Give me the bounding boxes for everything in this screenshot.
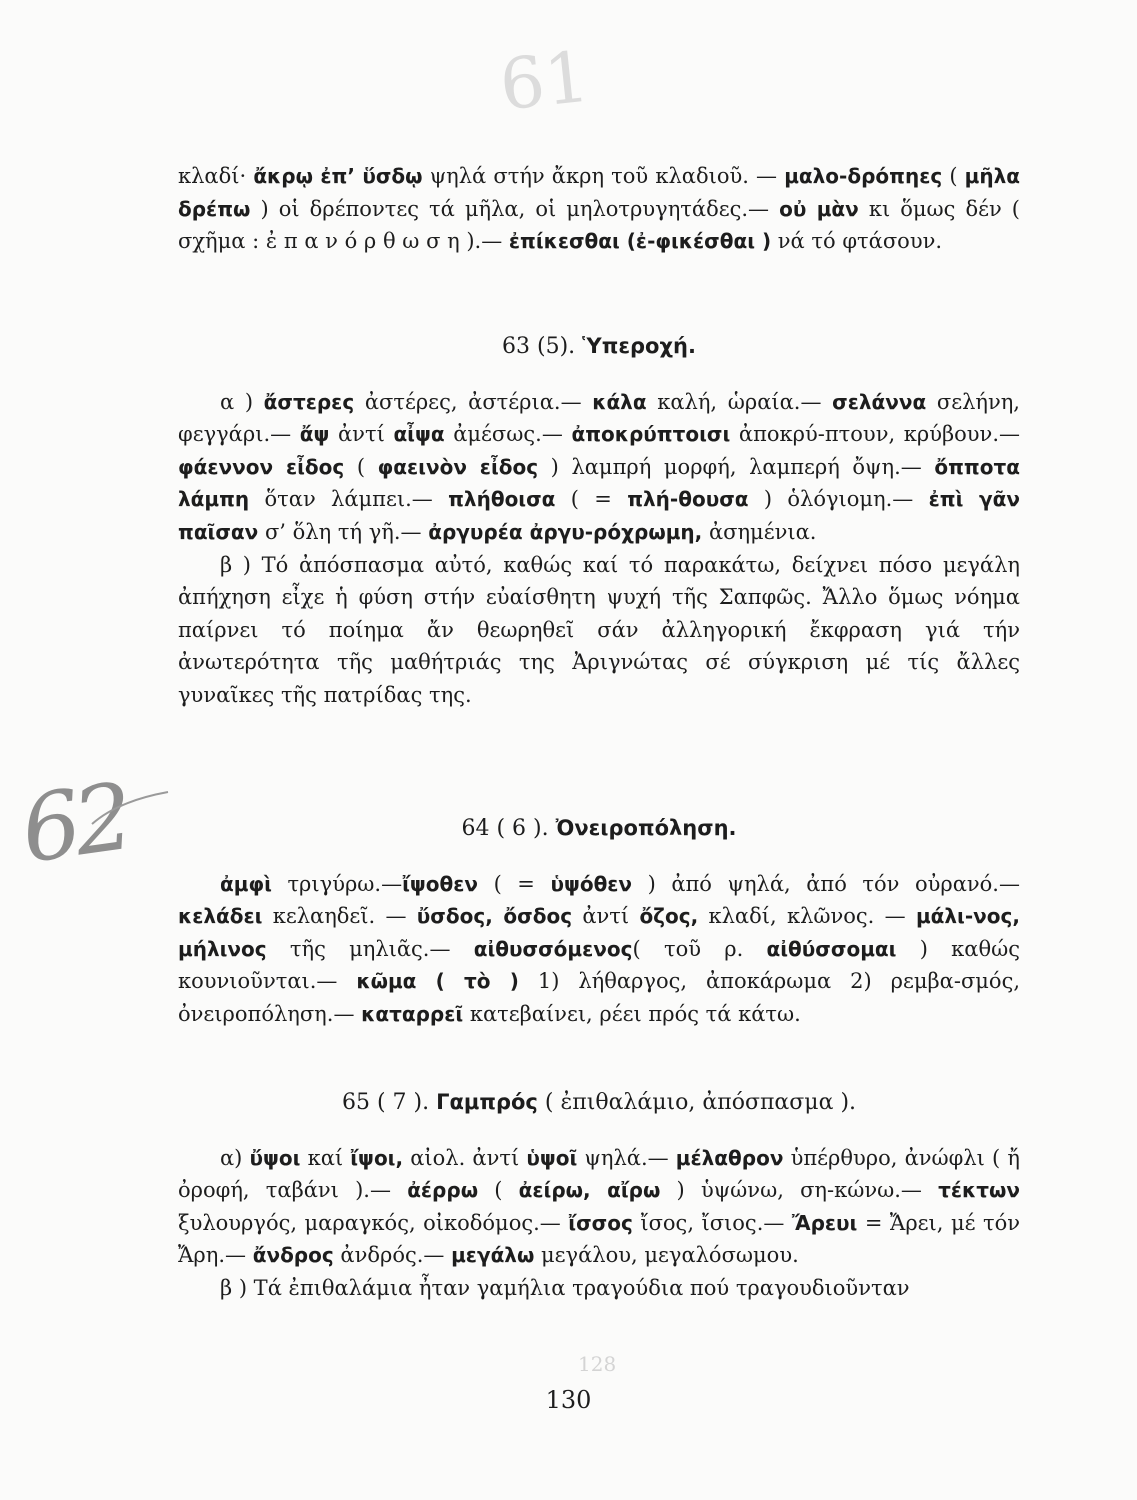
term: μῆλα δρέπω [178, 164, 1021, 221]
paragraph-a [178, 386, 1020, 549]
section-65 [178, 1086, 1020, 1305]
paragraph-b: β ) Τό ἀπόσπασμα αὐτό, καθώς καί τό παρακάτω, δείχνει πόσο μεγάλη ἀπήχηση εἶχε ἡ φύση στήν εὐαίσθητη ψυχή τῆς Σαπφῶς. Ἄλλο ὅμως νόημα παίρνει τό ποίημα ἄν θεωρηθεῖ σάν ἀλληγορική ἔκφραση γιά τήν ἀνωτερότητα τῆς μαθήτριάς της Ἀριγνώτας σέ σύγκριση μέ τίς ἄλλες γυναῖκες τῆς πατρίδας της. [178, 552, 1020, 707]
text-run: ) ἀπό ψηλά, ἀπό τόν οὐρανό.— [632, 871, 1020, 896]
text-run: κελαηδεῖ. — [262, 904, 417, 929]
term: ὑψοῖ [526, 1145, 578, 1170]
paragraph-b: β ) Τά ἐπιθαλάμια ἦταν γαμήλια τραγούδια πού τραγουδιοῦνταν [220, 1275, 910, 1300]
section-subtitle: ( ἐπιθαλάμιο, ἀπόσπασμα ). [537, 1090, 857, 1115]
term: ὔσδος, ὄσδος [416, 904, 573, 929]
term: μάλι-νος, μήλινος [178, 904, 1020, 961]
term: ἴσσος [568, 1210, 633, 1235]
term: μαλο-δρόπηες [784, 164, 943, 188]
text-run: ὅταν λάμπει.— [249, 487, 449, 512]
section-number: 64 ( 6 ). [461, 816, 556, 841]
section-63 [178, 330, 1020, 712]
margin-stroke-mark [90, 788, 170, 828]
term: τέκτων [938, 1178, 1020, 1203]
text-run: ἴσος, ἴσιος.— [632, 1210, 792, 1235]
term: ὑψόθεν [550, 871, 633, 896]
paragraph-glossary [178, 868, 1020, 1031]
term: ἐπίκεσθαι (ἐ-φικέσθαι ) [508, 229, 772, 254]
term: κῶμα ( τὸ ) [356, 969, 519, 994]
text-run: ) ὁλόγιομη.— [748, 487, 929, 512]
term: αἶψα [393, 422, 445, 447]
text-run: καλή, ὡραία.— [646, 389, 833, 414]
term: ἴψοι, [350, 1145, 404, 1170]
term: αἰθύσσομαι [766, 936, 897, 961]
term: ἄκρῳ ἐπ’ ὕσδῳ [253, 164, 423, 188]
text-run: ) ὑψώνω, ση-κώνω.— [660, 1178, 939, 1203]
term: σελάννα [832, 389, 927, 414]
text-run: σ’ ὅλη τή γῆ.— [258, 519, 429, 544]
text-run: ἀντί [572, 904, 640, 929]
section-heading [178, 812, 1020, 846]
term: οὐ μὰν [779, 196, 859, 221]
term: ἄψ [299, 422, 330, 447]
term: καταρρεῖ [361, 1001, 464, 1026]
term: ἴψοθεν [402, 871, 479, 896]
text-run: νά τό φτάσουν. [771, 229, 943, 254]
handwritten-margin-note: 62 [15, 763, 135, 884]
section-title: Ὀνειροπόληση. [555, 816, 737, 840]
text-run: = Ἄρει, μέ τόν Ἄρη.— [178, 1210, 1021, 1268]
term: πλήθοισα [448, 487, 556, 512]
bleed-through-mark: 128 [578, 1352, 617, 1376]
text-run: κλαδί, κλῶνος. — [698, 904, 916, 929]
term: ὄζος, [639, 904, 699, 929]
term: Ἄρευι [791, 1210, 858, 1235]
term: κάλα [592, 389, 647, 414]
intro-paragraph [178, 160, 1020, 258]
section-title: Γαμπρός [436, 1090, 538, 1114]
text-run: ἀντί [329, 422, 394, 447]
term: μεγάλω [451, 1243, 535, 1268]
text-run: καί [300, 1145, 351, 1170]
section-number: 63 (5). [502, 334, 583, 359]
section-title: Ὑπεροχή. [582, 334, 696, 358]
term: κελάδει [178, 904, 263, 929]
text-run: κλαδί· [178, 164, 254, 188]
text-run: ψηλά.— [577, 1145, 676, 1170]
text-run: ἀποκρύ-πτουν, κρύβουν.— [730, 422, 1020, 447]
text-run: ( [344, 454, 378, 479]
text-run: ) οἱ δρέποντες τά μῆλα, οἱ μηλοτρυγητάδες.— [250, 196, 780, 221]
term: ὄπποτα λάμπη [178, 454, 1020, 512]
term: ἀργυρέα ἀργυ-ρόχρωμη, [428, 519, 703, 544]
text-run: α) [220, 1145, 250, 1170]
bleed-through-mark: 61 [495, 35, 594, 127]
section-heading [178, 330, 1020, 364]
term: ἀέρρω [407, 1178, 479, 1203]
term: ἄνδρος [252, 1243, 334, 1268]
text-run: ( [942, 164, 965, 188]
text-run: ( = [555, 487, 628, 512]
term: φάεννον εἶδος [178, 454, 345, 479]
term: ὔψοι [249, 1145, 301, 1170]
text-run: ( τοῦ ρ. [632, 936, 767, 961]
term: πλή-θουσα [627, 487, 749, 512]
text-run: σελήνη, φεγγάρι.— [178, 389, 1020, 447]
text-run: τριγύρω.— [271, 871, 403, 896]
text-run: ( [478, 1178, 519, 1203]
text-run: ἀμέσως.— [444, 422, 572, 447]
term: φαεινὸν εἶδος [377, 454, 539, 479]
term: ἀποκρύπτοισι [571, 422, 731, 447]
term: ἀμφὶ [220, 871, 272, 896]
text-run: ) λαμπρή μορφή, λαμπερή ὄψη.— [538, 454, 935, 479]
text-run: 1) λήθαργος, ἀποκάρωμα 2) ρεμβα-σμός, ὀνειροπόληση.— [178, 969, 1021, 1026]
text-run: ἀστέρες, ἀστέρια.— [354, 389, 593, 414]
section-number: 65 ( 7 ). [341, 1090, 437, 1115]
section-heading [178, 1086, 1020, 1120]
text-run: ὑπέρθυρο, ἀνώφλι ( ἤ ὀροφή, ταβάνι ).— [178, 1145, 1020, 1203]
text-run: α ) [220, 389, 264, 414]
text-run: ψηλά στήν ἄκρη τοῦ κλαδιοῦ. — [422, 164, 785, 188]
text-run: αἰολ. ἀντί [403, 1145, 527, 1170]
section-64 [178, 812, 1020, 1031]
text-run: ἀσημένια. [702, 519, 817, 544]
term: ἄστερες [263, 389, 355, 414]
text-run: κατεβαίνει, ρέει πρός τά κάτω. [463, 1001, 801, 1026]
paragraph-a [178, 1142, 1020, 1272]
text-run: κι ὅμως δέν ( σχῆμα : ἐ π α ν ό ρ θ ω σ η ).— [178, 196, 1021, 254]
text-run: τῆς μηλιᾶς.— [266, 936, 474, 961]
term: ἐπὶ γᾶν παῖσαν [178, 487, 1020, 544]
text-run: ) καθώς κουνιοῦνται.— [178, 936, 1020, 994]
term: ἀείρω, αἴρω [518, 1178, 661, 1203]
term: αἰθυσσόμενος [473, 936, 633, 961]
text-run: ( = [478, 871, 551, 896]
text-run: ἀνδρός.— [333, 1243, 452, 1268]
term: μέλαθρον [675, 1145, 784, 1170]
text-run: ξυλουργός, μαραγκός, οἰκοδόμος.— [178, 1210, 569, 1235]
page-number: 130 [545, 1386, 592, 1414]
text-run: μεγάλου, μεγαλόσωμου. [534, 1243, 799, 1268]
intro-block [178, 160, 1020, 258]
